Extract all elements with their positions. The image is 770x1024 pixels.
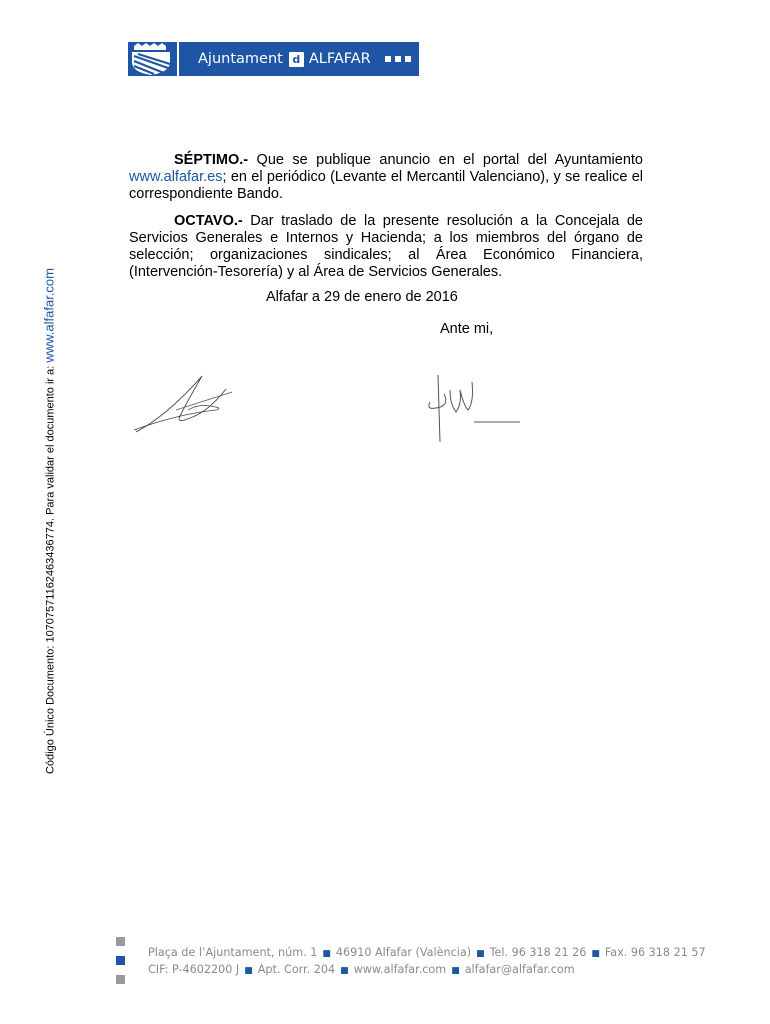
footer-line-2: CIF: P-4602200 J ■ Apt. Corr. 204 ■ www.alfafar.com ■ alfafar@alfafar.com — [148, 963, 575, 976]
footer-address-street: Plaça de l’Ajuntament, núm. 1 — [148, 946, 318, 959]
paragraph-septimo — [129, 152, 643, 203]
footer-website-link[interactable]: www.alfafar.com — [353, 963, 447, 976]
footer-address-postal: 46910 Alfafar (València) — [335, 946, 472, 959]
footer-apt: Apt. Corr. 204 — [257, 963, 336, 976]
validation-code-text: Código Único Documento: 10707571162463436774. Para validar el documento ir a: — [44, 362, 57, 775]
footer-bullet-grey-top — [116, 937, 125, 946]
portal-link[interactable]: www.alfafar.es — [129, 169, 223, 185]
footer-cif: CIF: P-4602200 J — [148, 963, 240, 976]
paragraph-octavo — [129, 213, 643, 281]
footer-bullets — [116, 937, 125, 994]
footer-bullet-blue — [116, 956, 125, 965]
footer-address — [148, 945, 706, 979]
logo-wordmark — [198, 51, 411, 67]
logo-divider — [177, 42, 179, 76]
septimo-text-b: ; en el periódico (Levante el Mercantil Valenciano), y se realice el correspondiente Bando. — [129, 169, 643, 202]
date-line: Alfafar a 29 de enero de 2016 — [266, 289, 458, 305]
footer-email-link[interactable]: alfafar@alfafar.com — [464, 963, 575, 976]
validation-url-link[interactable]: www.alfafar.com — [41, 267, 57, 363]
footer-fax: Fax. 96 318 21 57 — [604, 946, 706, 959]
ante-mi-line: Ante mi, — [440, 321, 494, 337]
logo-dots — [385, 56, 411, 62]
footer-bullet-grey-bottom — [116, 975, 125, 984]
ajuntament-alfafar-logo — [128, 42, 419, 76]
octavo-text: Dar traslado de la presente resolución a la Concejala de Servicios Generales e Internos y Hacienda; a los miembros del órgano de selección; organizaciones sindicales; al Área Económico Financiera, (Intervención-Tesorería) y al Área de Servicios Generales. — [129, 213, 643, 280]
octavo-heading: OCTAVO.- — [174, 213, 243, 229]
document-validation-note — [42, 268, 57, 774]
septimo-heading: SÉPTIMO.- — [174, 152, 249, 168]
logo-word-ajuntament: Ajuntament — [198, 51, 283, 67]
logo-badge: d — [289, 52, 304, 67]
signature-left — [128, 370, 238, 445]
footer-line-1: Plaça de l’Ajuntament, núm. 1 ■ 46910 Alfafar (València) ■ Tel. 96 318 21 26 ■ Fax. 96 318 21 57 — [148, 946, 706, 959]
septimo-text-a: Que se publique anuncio en el portal del Ayuntamiento — [248, 152, 643, 168]
logo-word-alfafar: ALFAFAR — [308, 51, 371, 67]
signature-right — [420, 372, 530, 452]
coat-of-arms-icon — [128, 42, 174, 76]
footer-phone: Tel. 96 318 21 26 — [489, 946, 587, 959]
